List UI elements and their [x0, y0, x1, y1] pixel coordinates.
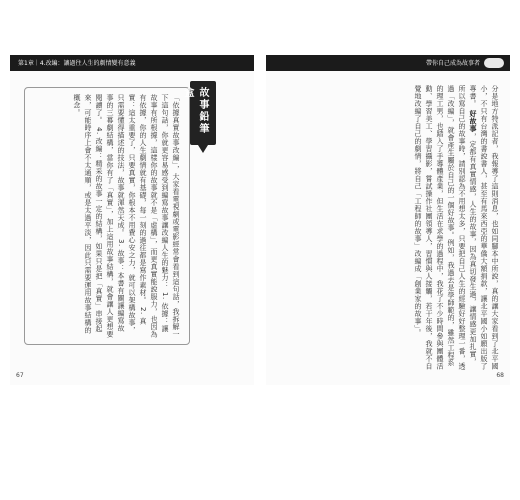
left-header-bar [10, 55, 254, 71]
right-header-bar [266, 55, 510, 71]
pencil-box-intro: 「依據真實故事改編」，大家看電視劇或電影經常會看到這句話，我拆解一下這句話，你就更容易感受到編寫故事讓改編人生的魅力： [161, 94, 180, 338]
left-page [10, 55, 254, 385]
pencil-box-item-2: 2. 真實：這太重要了，只要真實，你根本不用費心安之力，就可以架構故事，只需要懂得描述的技法，故事就渾然天成。 [117, 94, 147, 334]
right-page [266, 55, 510, 385]
pencil-tip-icon [198, 145, 208, 153]
right-page-number: 68 [496, 372, 504, 379]
paragraph-2-lead: 好故事 [469, 110, 477, 133]
left-running-header: 第1章｜4.改編：讓過往人生的劇情變有意義 [18, 60, 136, 67]
right-running-header: 帶你自己成為故事者 [425, 60, 480, 67]
right-body-text [274, 85, 500, 371]
publisher-logo-icon [484, 58, 504, 68]
pencil-box-frame [24, 87, 190, 345]
pencil-box-item-1: 1. 依據：讓故事有所根據，這樣你的故事就不是「虛構」，而更真實能說服力，也因為有依據，你的人生劇情就有基礎，每一刻的過往都是寫作素材。 [139, 94, 169, 338]
paragraph-2: ，定都有真實情感，人生的故事，因為真切發生過，讓情感更加扎實，所以寫自己的故事時，請別認為不用想太多，只要把自己人生的經驗好好整理一番，透過「改編」，就會產生屬於自己的一個好故事。例如，我過去是學師範的，雖然工程系的理工男，也踏入了手導體產業，但生活在求學的過程中，我花了不少時間參與團體活動、學習美工、學習攝影，嘗試操作社團領導人，習慣與人接觸，若干年後，我就不自覺地改編了自己的劇情，將自己「工程師的故事」改編成「創業家的故事」。 [414, 85, 477, 370]
pencil-box-badge [182, 81, 216, 145]
pencil-box-item-4: 4. 改編：精采的故事一定的結構，如果只是把「真實」串接起來，可能時序上會不太通順，或是太過平淡，因此只需要運用故事結構的概念。 [73, 94, 103, 334]
left-page-number: 67 [16, 372, 24, 379]
pencil-box-content [33, 94, 181, 338]
paragraph-1: 分是地方特派記者，我報導了這則消息，也如同腳本中所說，真的讓大家看到了北平國小，不只有台灣的書說書人，甚至有馬來西亞的華僑大額捐款，讓北平國小如願出版了專書。 [469, 85, 499, 370]
pencil-box-title: 故事鉛筆盒 [182, 87, 208, 135]
pencil-box-item-3: 3. 故事：本書有關讓編寫故事的三幕劇結構，當你有了「真實」，加上這用故事結構，就會讓人更想要閱讀了。 [95, 94, 125, 338]
